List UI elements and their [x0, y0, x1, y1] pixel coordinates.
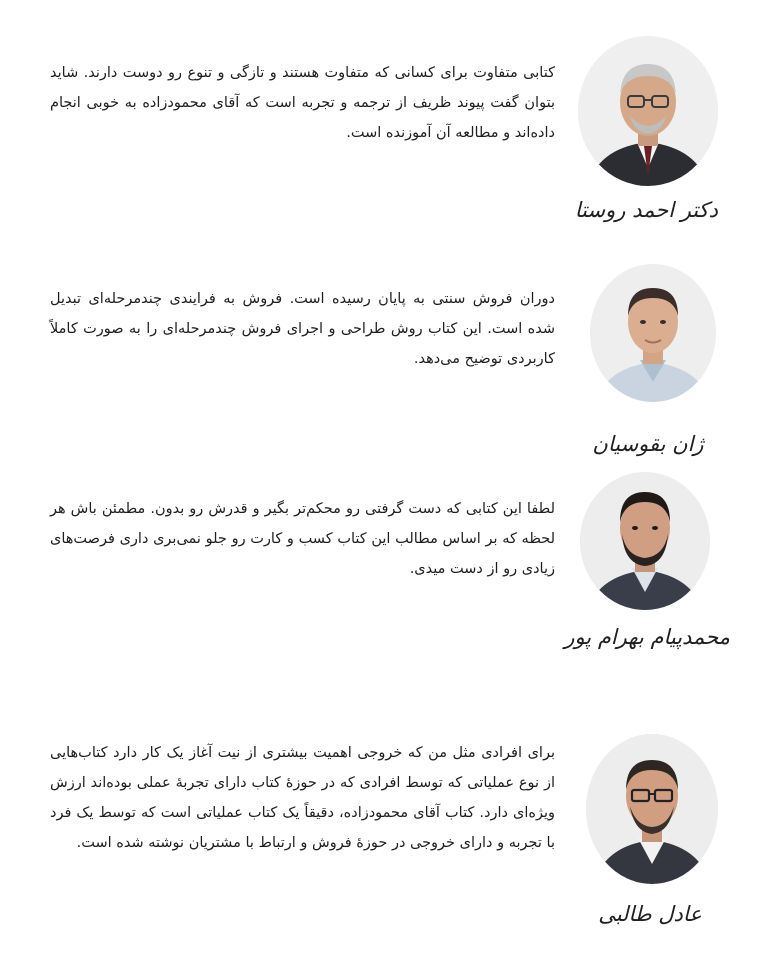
testimonial-quote: کتابی متفاوت برای کسانی که متفاوت هستند و تازگی و تنوع رو دوست دارند. شاید بتوان گفت پیوند ظریف از ترجمه و تجربه است که آقای محمودزاده به خوبی انجام داده‌اند و مطالعه آن آموزنده است.	[50, 65, 555, 141]
testimonial-1	[0, 0, 768, 240]
man-beard-portrait-icon	[580, 472, 710, 610]
testimonial-quote: لطفا این کتابی که دست گرفتی رو محکم‌تر بگیر و قدرش رو بدون. مطمئن باش هر لحظه که بر اساس مطالب این کتاب کسب و کارت رو جلو نمی‌بری داری فرصت‌های زیادی رو از دست میدی.	[50, 501, 555, 577]
testimonial-2	[0, 240, 768, 470]
man-short-hair-portrait-icon	[590, 264, 716, 402]
testimonial-4	[0, 710, 768, 969]
author-signature: دکتر احمد روستا	[574, 198, 718, 222]
man-gray-hair-glasses-portrait-icon	[578, 36, 718, 186]
author-signature: ژان بقوسیان	[592, 432, 704, 456]
author-signature: محمدپیام بهرام پور	[564, 625, 730, 649]
testimonial-quote: دوران فروش سنتی به پایان رسیده است. فروش به فرایندی چندمرحله‌ای تبدیل شده است. این کتاب روش طراحی و اجرای فروش چندمرحله‌ای را به صورت کاملاً کاربردی توضیح می‌دهد.	[50, 291, 555, 367]
man-glasses-beard-portrait-icon	[586, 734, 718, 884]
testimonial-quote: برای افرادی مثل من که خروجی اهمیت بیشتری از نیت آغاز یک کار دارد کتاب‌هایی از نوع عملیاتی که توسط افرادی که در حوزهٔ کتاب دارای تجربهٔ عملی بوده‌اند ارزش ویژه‌ای دارد. کتاب آقای محمودزاده، دقیقاً یک کتاب عملیاتی است که توسط یک فرد با تجربه و دارای خروجی در حوزهٔ فروش و ارتباط با مشتریان نوشته شده است.	[50, 745, 555, 851]
author-signature: عادل طالبی	[598, 902, 702, 926]
testimonial-3	[0, 470, 768, 710]
